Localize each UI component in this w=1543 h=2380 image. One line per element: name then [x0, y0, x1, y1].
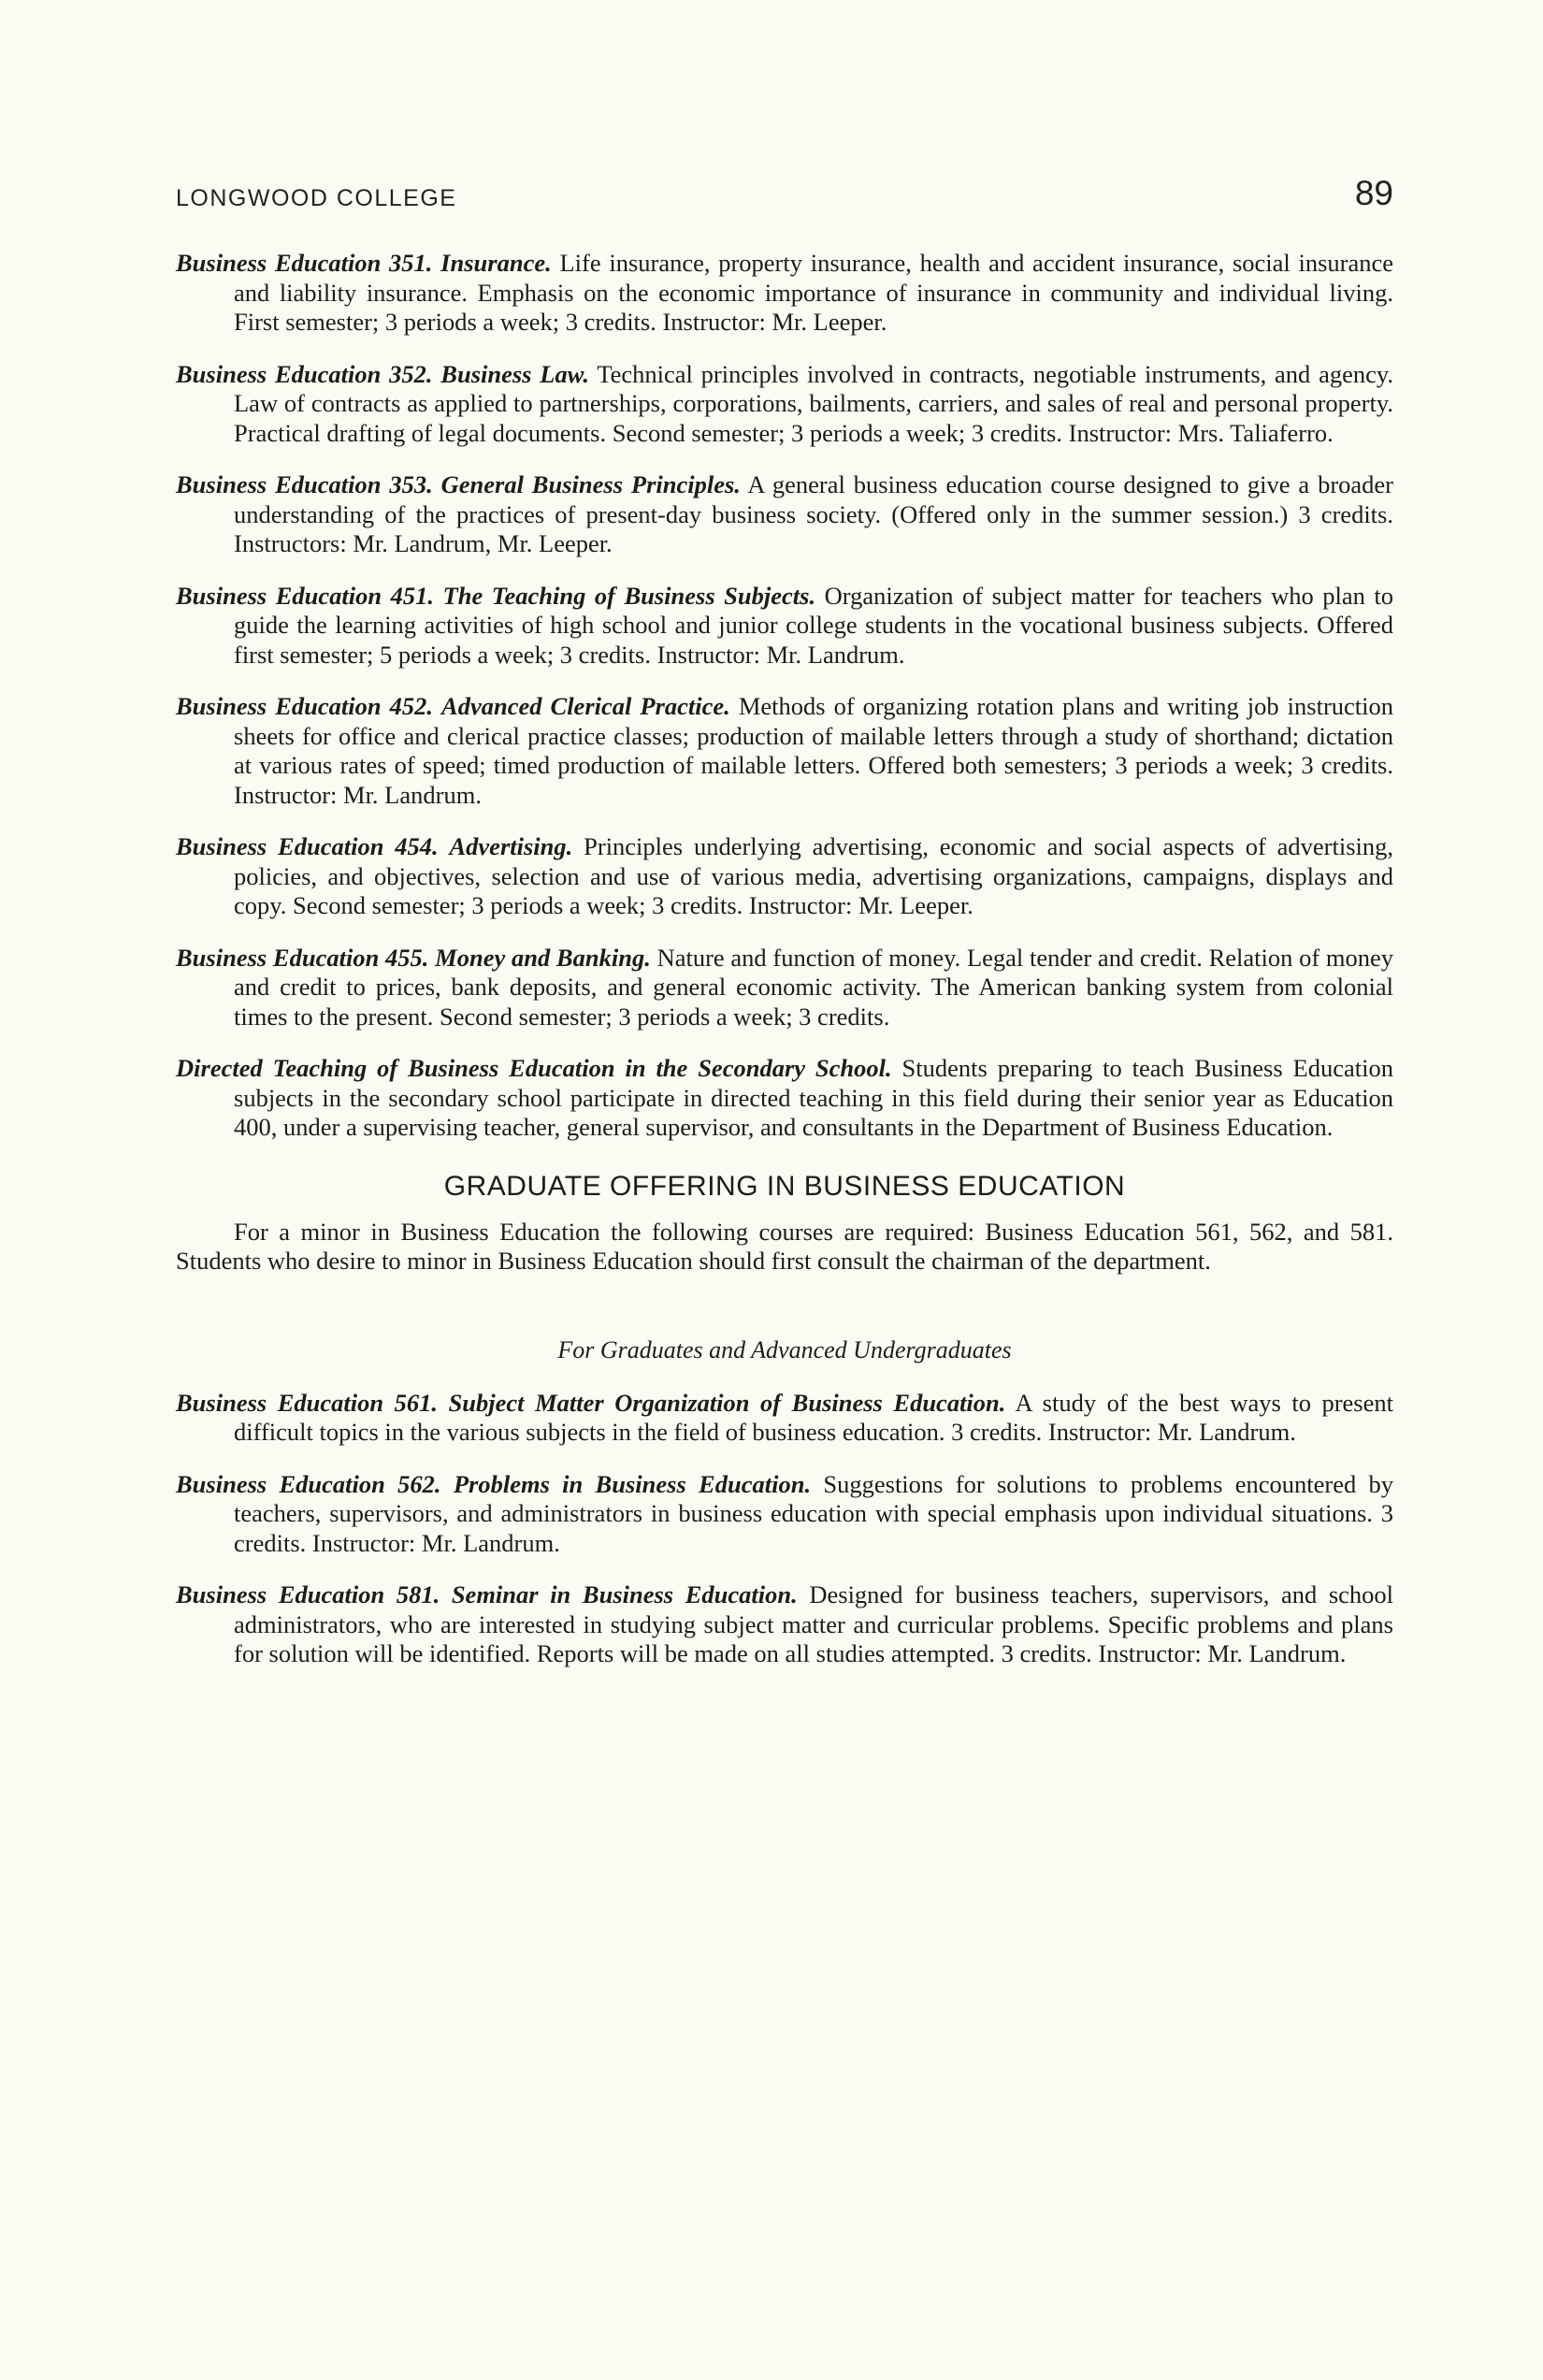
course-entry-452: [176, 692, 1393, 810]
course-title: General Business Principles.: [440, 470, 741, 498]
course-code: Business Education 352.: [176, 359, 433, 388]
course-entry-581: [176, 1580, 1393, 1669]
course-code: Business Education 351.: [176, 249, 433, 277]
course-description: Life insurance, property insurance, health and accident insurance, social insurance and liability insurance. Emphasis on the economic importance of insurance in community and individual living. First semester; 3 periods a week; 3 credits. Instructor: Mr. Leeper.: [234, 249, 1394, 336]
course-code: Business Education 561.: [176, 1388, 439, 1417]
page-content: [176, 249, 1393, 1692]
course-description: A general business education course designed to give a broader understanding of the practices of present-day business society. (Offered only in the summer session.) 3 credits. Instructors: Mr. Landrum, Mr. Leeper.: [234, 470, 1393, 557]
course-description: Designed for business teachers, supervisors, and school administrators, who are interested in studying subject matter and curricular problems. Specific problems and plans for solution will be identified. Reports will be made on all studies attempted. 3 credits. Instructor: Mr. Landrum.: [234, 1580, 1394, 1667]
course-code: Business Education 451.: [176, 581, 435, 610]
course-description: Suggestions for solutions to problems encountered by teachers, supervisors, and administrators in business education with special emphasis upon individual situations. 3 credits. Instructor: Mr. Landrum.: [234, 1469, 1394, 1557]
course-code: Business Education 353.: [176, 470, 433, 498]
course-entry-454: [176, 832, 1393, 921]
course-description: A study of the best ways to present difficult topics in the various subjects in the field of business education. 3 credits. Instructor: Mr. Landrum.: [234, 1388, 1393, 1446]
course-title: Insurance.: [440, 249, 552, 277]
course-title: Advanced Clerical Practice.: [441, 692, 730, 720]
course-title: Advertising.: [449, 832, 573, 860]
course-description: Principles underlying advertising, economic and social aspects of advertising, policies, and objectives, selection and use of various media, advertising organizations, campaigns, displays and copy. Second semester; 3 periods a week; 3 credits. Instructor: Mr. Leeper.: [234, 832, 1394, 919]
course-entry-352: [176, 360, 1393, 449]
page-header: [176, 174, 1393, 221]
course-title: Directed Teaching of Business Education in the Secondary School.: [176, 1054, 892, 1082]
running-head: LONGWOOD COLLEGE: [176, 185, 457, 211]
course-description: Students preparing to teach Business Education subjects in the secondary school participate in directed teaching in this field during their senior year as Education 400, under a supervising teacher, general supervisor, and consultants in the Department of Business Education.: [234, 1054, 1393, 1141]
course-title: The Teaching of Business Subjects.: [442, 581, 816, 610]
course-code: Business Education 562.: [176, 1469, 441, 1498]
course-title: Money and Banking.: [435, 943, 651, 972]
course-description: Organization of subject matter for teachers who plan to guide the learning activities of high school and junior college students in the vocational business subjects. Offered first semester; 5 periods a week; 3 credits. Instructor: Mr. Landrum.: [234, 581, 1393, 669]
course-title: Problems in Business Education.: [453, 1469, 812, 1498]
page-number: 89: [1354, 174, 1393, 212]
course-code: Business Education 452.: [176, 692, 434, 720]
course-entry-561: [176, 1389, 1393, 1448]
course-entry-351: [176, 249, 1393, 338]
course-description: Methods of organizing rotation plans and writing job instruction sheets for office and clerical practice classes; production of mailable letters through a study of shorthand; dictation at various rates of speed; timed production of mailable letters. Offered both semesters; 3 periods a week; 3 credits. Instructor: Mr. Landrum.: [234, 692, 1394, 809]
course-code: Business Education 581.: [176, 1580, 440, 1608]
course-entry-directed-teaching: [176, 1054, 1393, 1143]
course-entry-451: [176, 582, 1393, 671]
course-title: Business Law.: [440, 359, 590, 388]
course-title: Seminar in Business Education.: [451, 1580, 798, 1608]
course-title: Subject Matter Organization of Business Education.: [448, 1388, 1006, 1417]
course-entry-455: [176, 944, 1393, 1032]
course-code: Business Education 455.: [176, 943, 429, 972]
section-heading: GRADUATE OFFERING IN BUSINESS EDUCATION: [443, 1170, 1126, 1202]
course-entry-353: [176, 470, 1393, 559]
course-entry-562: [176, 1470, 1393, 1559]
course-description: Nature and function of money. Legal tender and credit. Relation of money and credit to prices, bank deposits, and general economic activity. The American banking system from colonial times to the present. Second semester; 3 periods a week; 3 credits.: [234, 943, 1394, 1031]
course-code: Business Education 454.: [176, 832, 439, 860]
course-description: Technical principles involved in contracts, negotiable instruments, and agency. Law of contracts as applied to partnerships, corporations, bailments, carriers, and sales of real and personal property. Practical drafting of legal documents. Second semester; 3 periods a week; 3 credits. Instructor: Mrs. Taliaferro.: [234, 359, 1394, 447]
section-subheading: For Graduates and Advanced Undergraduates: [557, 1335, 1012, 1363]
section-intro: For a minor in Business Education the following courses are required: Business Education 561, 562, and 581. Students who desire to minor in Business Education should first consult the chairman of the department.: [176, 1217, 1393, 1275]
